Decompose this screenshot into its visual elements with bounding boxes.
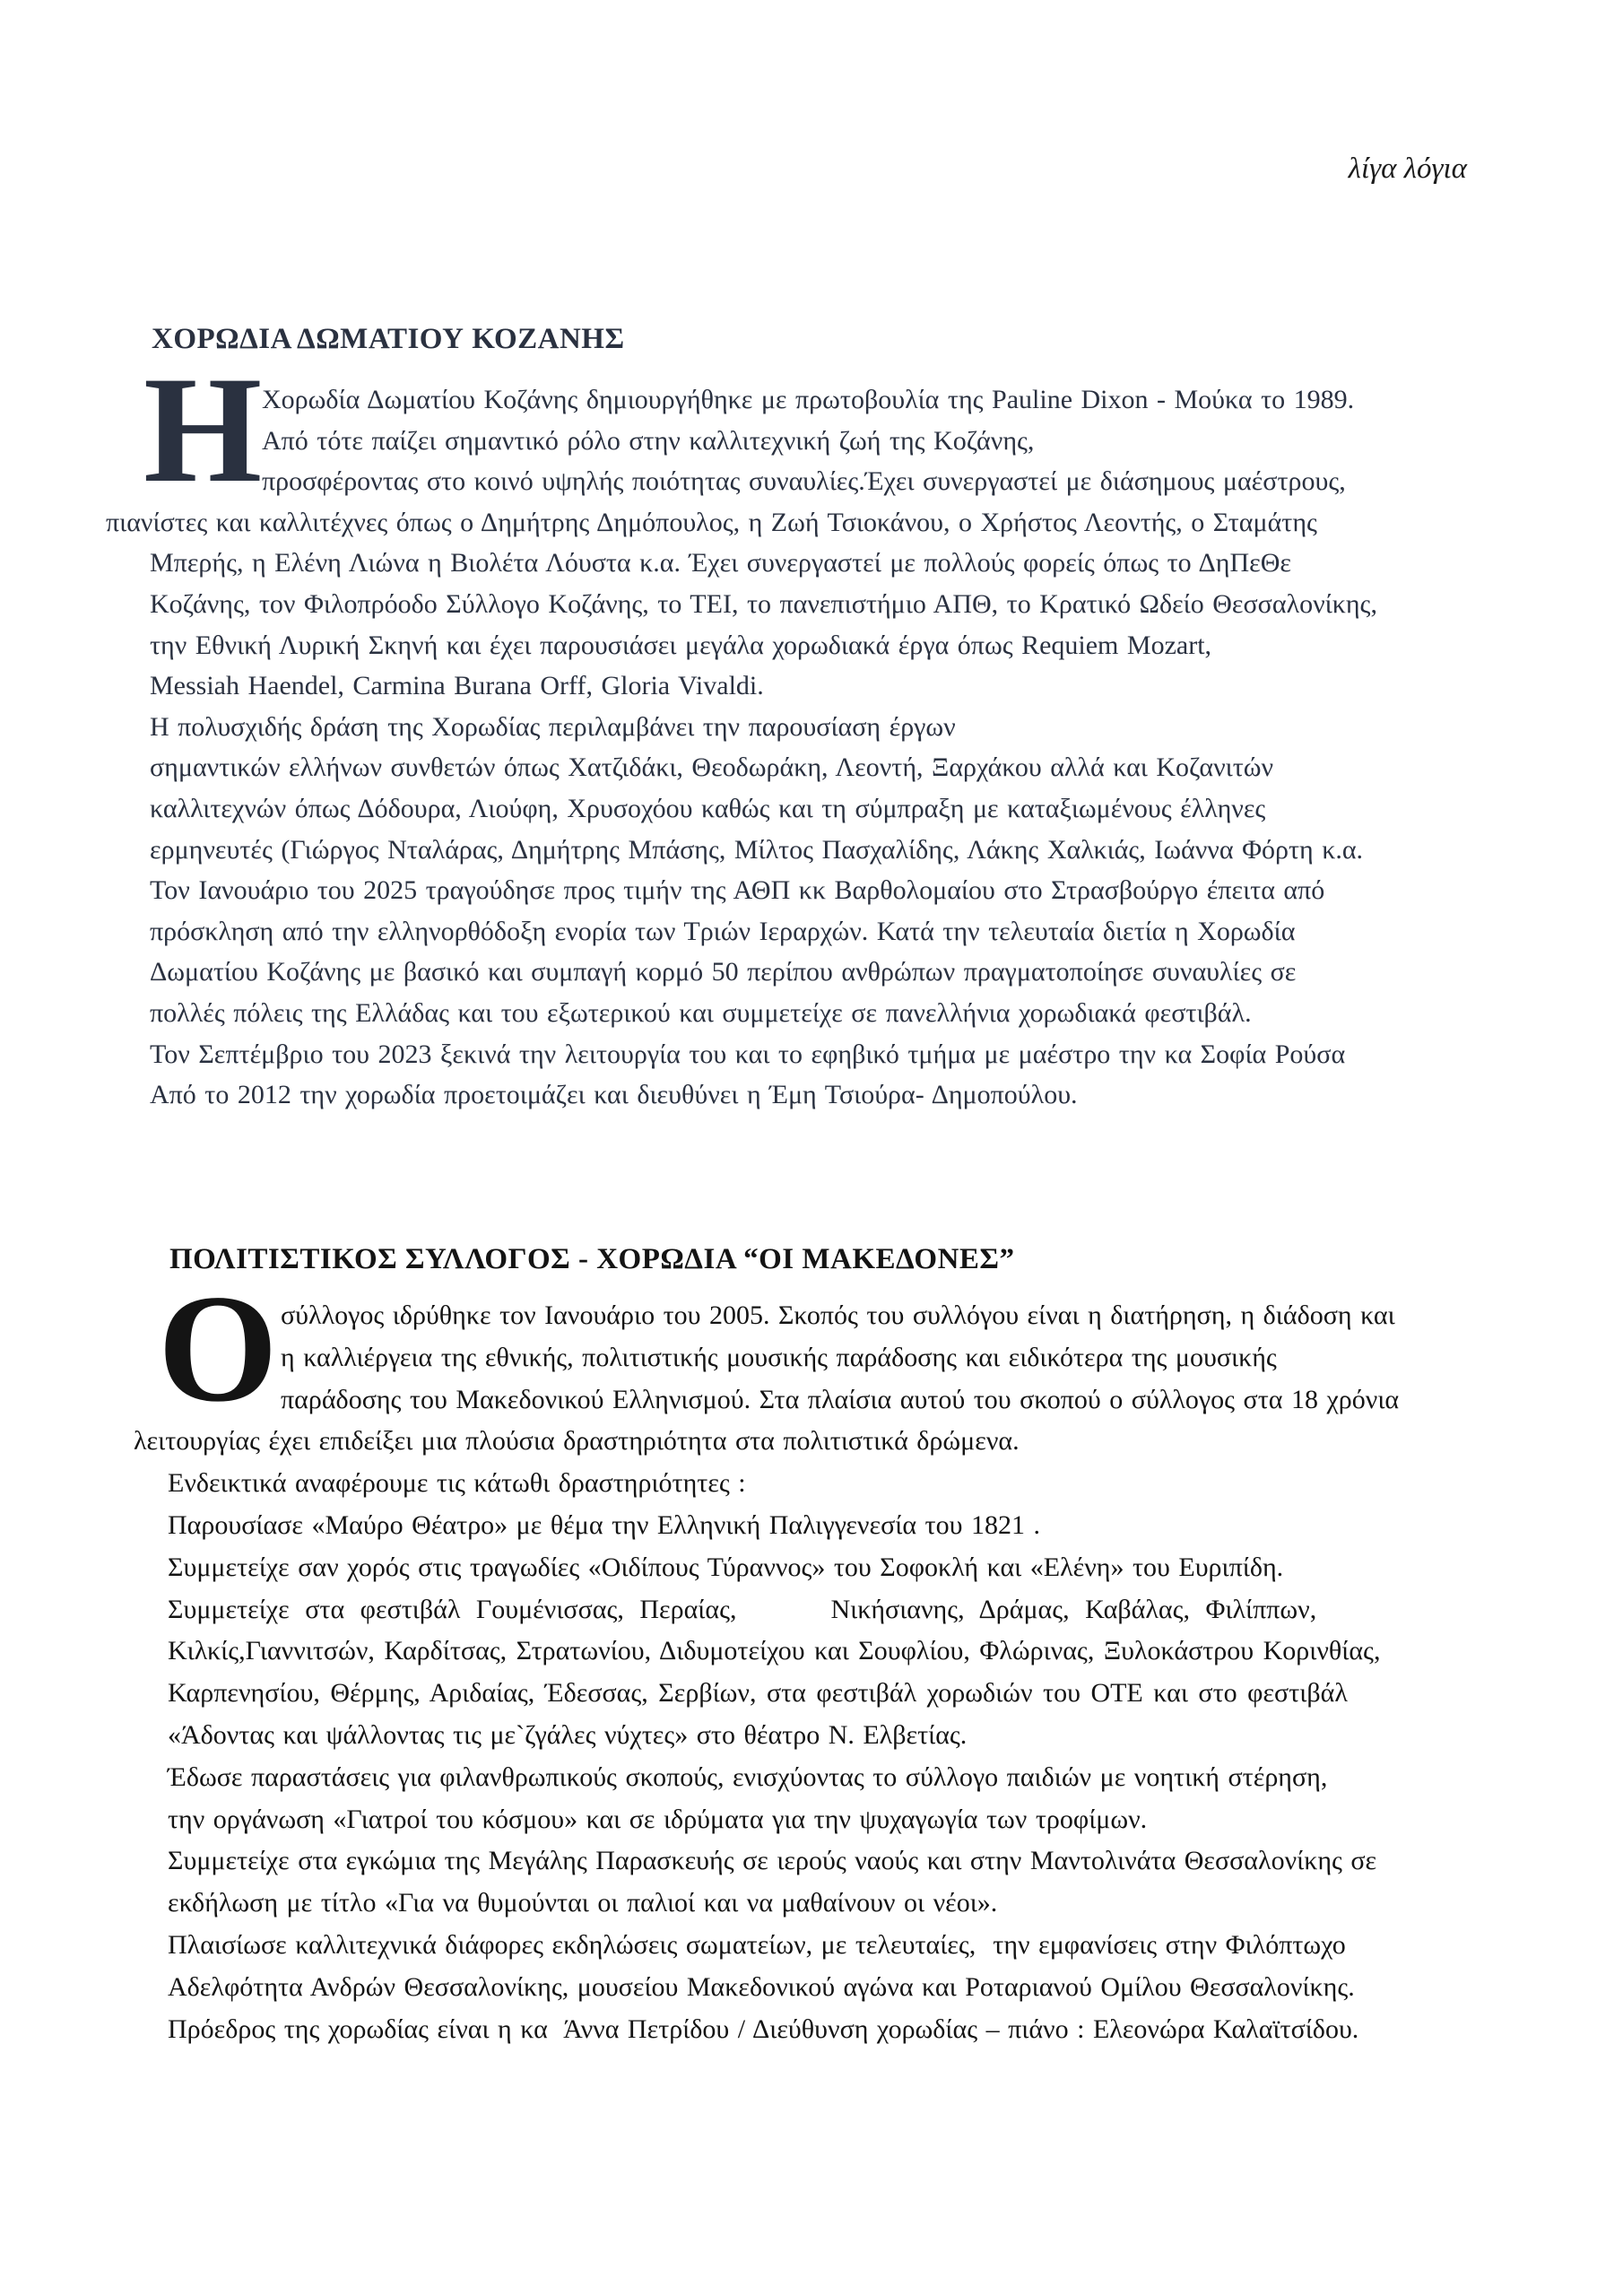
- section-body-text: [106, 379, 1377, 1116]
- text-line: Πλαισίωσε καλλιτεχνικά διάφορες εκδηλώσεις σωματείων, με τελευταίες, την εμφανίσεις στην Φιλόπτωχο: [168, 1929, 1346, 1960]
- text-line: Παρουσίασε «Μαύρο Θέατρο» με θέμα την Ελληνική Παλιγγενεσία του 1821 .: [168, 1509, 1040, 1540]
- text-line: πολλές πόλεις της Ελλάδας και του εξωτερικού και συμμετείχε σε πανελλήνια χορωδιακά φεστιβάλ.: [150, 997, 1252, 1028]
- text-line: Ενδεικτικά αναφέρουμε τις κάτωθι δραστηριότητες :: [168, 1468, 746, 1499]
- text-line: Κοζάνης, τον Φιλοπρόοδο Σύλλογο Κοζάνης, το ΤΕΙ, το πανεπιστήμιο ΑΠΘ, το Κρατικό Ωδείο Θεσσαλονίκης,: [150, 588, 1377, 619]
- section-heading: ΧΟΡΩΔΙΑ ΔΩΜΑΤΙΟΥ ΚΟΖΑΝΗΣ: [152, 323, 625, 355]
- text-line: ερμηνευτές (Γιώργος Νταλάρας, Δημήτρης Μπάσης, Μίλτος Πασχαλίδης, Λάκης Χαλκιάς, Ιωάννα Φόρτη κ.α.: [150, 834, 1364, 865]
- drop-cap-letter: Ο: [158, 1264, 278, 1434]
- text-line: σημαντικών ελλήνων συνθετών όπως Χατζιδάκι, Θεοδωράκη, Λεοντή, Ξαρχάκου αλλά και Κοζανιτών: [150, 752, 1274, 783]
- text-line: Τον Σεπτέμβριο του 2023 ξεκινά την λειτουργία του και το εφηβικό τμήμα με μαέστρο την κα Σοφία Ρούσα: [150, 1039, 1346, 1069]
- page-corner-note: λίγα λόγια: [1348, 152, 1467, 185]
- text-line: Συμμετείχε στα φεστιβάλ Γουμένισσας, Περαίας, Νικήσιανης, Δράμας, Καβάλας, Φιλίππων,: [168, 1594, 1317, 1624]
- text-line: την Εθνική Λυρική Σκηνή και έχει παρουσιάσει μεγάλα χορωδιακά έργα όπως Requiem Mozart,: [150, 630, 1212, 660]
- text-line: «Άδοντας και ψάλλοντας τις με`ζγάλες νύχτες» στο θέατρο Ν. Ελβετίας.: [168, 1719, 968, 1750]
- text-line: Από το 2012 την χορωδία προετοιμάζει και διευθύνει η Έμη Τσιούρα- Δημοπούλου.: [150, 1080, 1078, 1110]
- text-line: Συμμετείχε στα εγκώμια της Μεγάλης Παρασκευής σε ιερούς ναούς και στην Μαντολινάτα Θεσσαλονίκης σε: [168, 1846, 1377, 1876]
- text-line: Συμμετείχε σαν χορός στις τραγωδίες «Οιδίπους Τύραννος» του Σοφοκλή και «Ελένη» του Ευριπίδη.: [168, 1552, 1284, 1582]
- text-line: Μπερής, η Ελένη Λιώνα η Βιολέτα Λόυστα κ.α. Έχει συνεργαστεί με πολλούς φορείς όπως το ΔηΠεΘε: [150, 548, 1291, 578]
- text-line: Έδωσε παραστάσεις για φιλανθρωπικούς σκοπούς, ενισχύοντας το σύλλογο παιδιών με νοητική στέρηση,: [168, 1761, 1328, 1792]
- text-line: πιανίστες και καλλιτέχνες όπως ο Δημήτρης Δημόπουλος, η Ζωή Τσιοκάνου, ο Χρήστος Λεοντής, ο Σταμάτης: [106, 507, 1317, 537]
- text-line: την οργάνωση «Γιατροί του κόσμου» και σε ιδρύματα για την ψυχαγωγία των τροφίμων.: [168, 1804, 1148, 1834]
- text-line: καλλιτεχνών όπως Δόδουρα, Λιούφη, Χρυσοχόου καθώς και τη σύμπραξη με καταξιωμένους έλληνες: [150, 793, 1266, 823]
- text-line: Τον Ιανουάριο του 2025 τραγούδησε προς τιμήν της ΑΘΠ κκ Βαρθολομαίου στο Στρασβούργο έπειτα από: [150, 875, 1325, 906]
- text-line: σύλλογος ιδρύθηκε τον Ιανουάριο του 2005. Σκοπός του συλλόγου είναι η διατήρηση, η διάδοση και: [281, 1300, 1395, 1330]
- drop-cap-letter: Η: [143, 345, 263, 514]
- text-line: προσφέροντας στο κοινό υψηλής ποιότητας συναυλίες.Έχει συνεργαστεί με διάσημους μαέστρους,: [262, 466, 1346, 497]
- text-line: εκδήλωση με τίτλο «Για να θυμούνται οι παλιοί και να μαθαίνουν οι νέοι».: [168, 1888, 998, 1918]
- text-line: Η πολυσχιδής δράση της Χορωδίας περιλαμβάνει την παρουσίαση έργων: [150, 711, 956, 742]
- text-line: Πρόεδρος της χορωδίας είναι η κα Άννα Πετρίδου / Διεύθυνση χορωδίας – πιάνο : Ελεονώρα Καλαϊτσίδου.: [168, 2013, 1359, 2044]
- text-line: παράδοσης του Μακεδονικού Ελληνισμού. Στα πλαίσια αυτού του σκοπού ο σύλλογος στα 18 χρόνια: [281, 1384, 1400, 1414]
- text-line: Από τότε παίζει σημαντικό ρόλο στην καλλιτεχνική ζωή της Κοζάνης,: [262, 425, 1035, 456]
- text-line: Καρπενησίου, Θέρμης, Αριδαίας, Έδεσσας, Σερβίων, στα φεστιβάλ χορωδιών του ΟΤΕ και στο φεστιβάλ: [168, 1678, 1348, 1709]
- text-line: Δωματίου Κοζάνης με βασικό και συμπαγή κορμό 50 περίπου ανθρώπων πραγματοποίησε συναυλίες σε: [150, 957, 1297, 987]
- text-line: πρόσκληση από την ελληνορθόδοξη ενορία των Τριών Ιεραρχών. Κατά την τελευταία διετία η Χορωδία: [150, 916, 1296, 946]
- section-heading: ΠΟΛΙΤΙΣΤΙΚΟΣ ΣΥΛΛΟΓΟΣ - ΧΟΡΩΔΙΑ “ΟΙ ΜΑΚΕΔΟΝΕΣ”: [169, 1243, 1015, 1275]
- text-line: η καλλιέργεια της εθνικής, πολιτιστικής μουσικής παράδοσης και ειδικότερα της μουσικής: [281, 1342, 1277, 1372]
- section-body-text: [134, 1295, 1399, 2050]
- text-line: Χορωδία Δωματίου Κοζάνης δημιουργήθηκε με πρωτοβουλία της Pauline Dixon - Μούκα το 1989.: [262, 385, 1355, 414]
- text-line: λειτουργίας έχει επιδείξει μια πλούσια δραστηριότητα στα πολιτιστικά δρώμενα.: [134, 1426, 1020, 1457]
- text-line: Messiah Haendel, Carmina Burana Orff, Gloria Vivaldi.: [150, 671, 764, 701]
- text-line: Κιλκίς,Γιαννιτσών, Καρδίτσας, Στρατωνίου, Διδυμοτείχου και Σουφλίου, Φλώρινας, Ξυλοκάστρου Κορινθίας,: [168, 1636, 1381, 1666]
- text-line: Αδελφότητα Ανδρών Θεσσαλονίκης, μουσείου Μακεδονικού αγώνα και Ροταριανού Ομίλου Θεσσαλονίκης.: [168, 1971, 1355, 2002]
